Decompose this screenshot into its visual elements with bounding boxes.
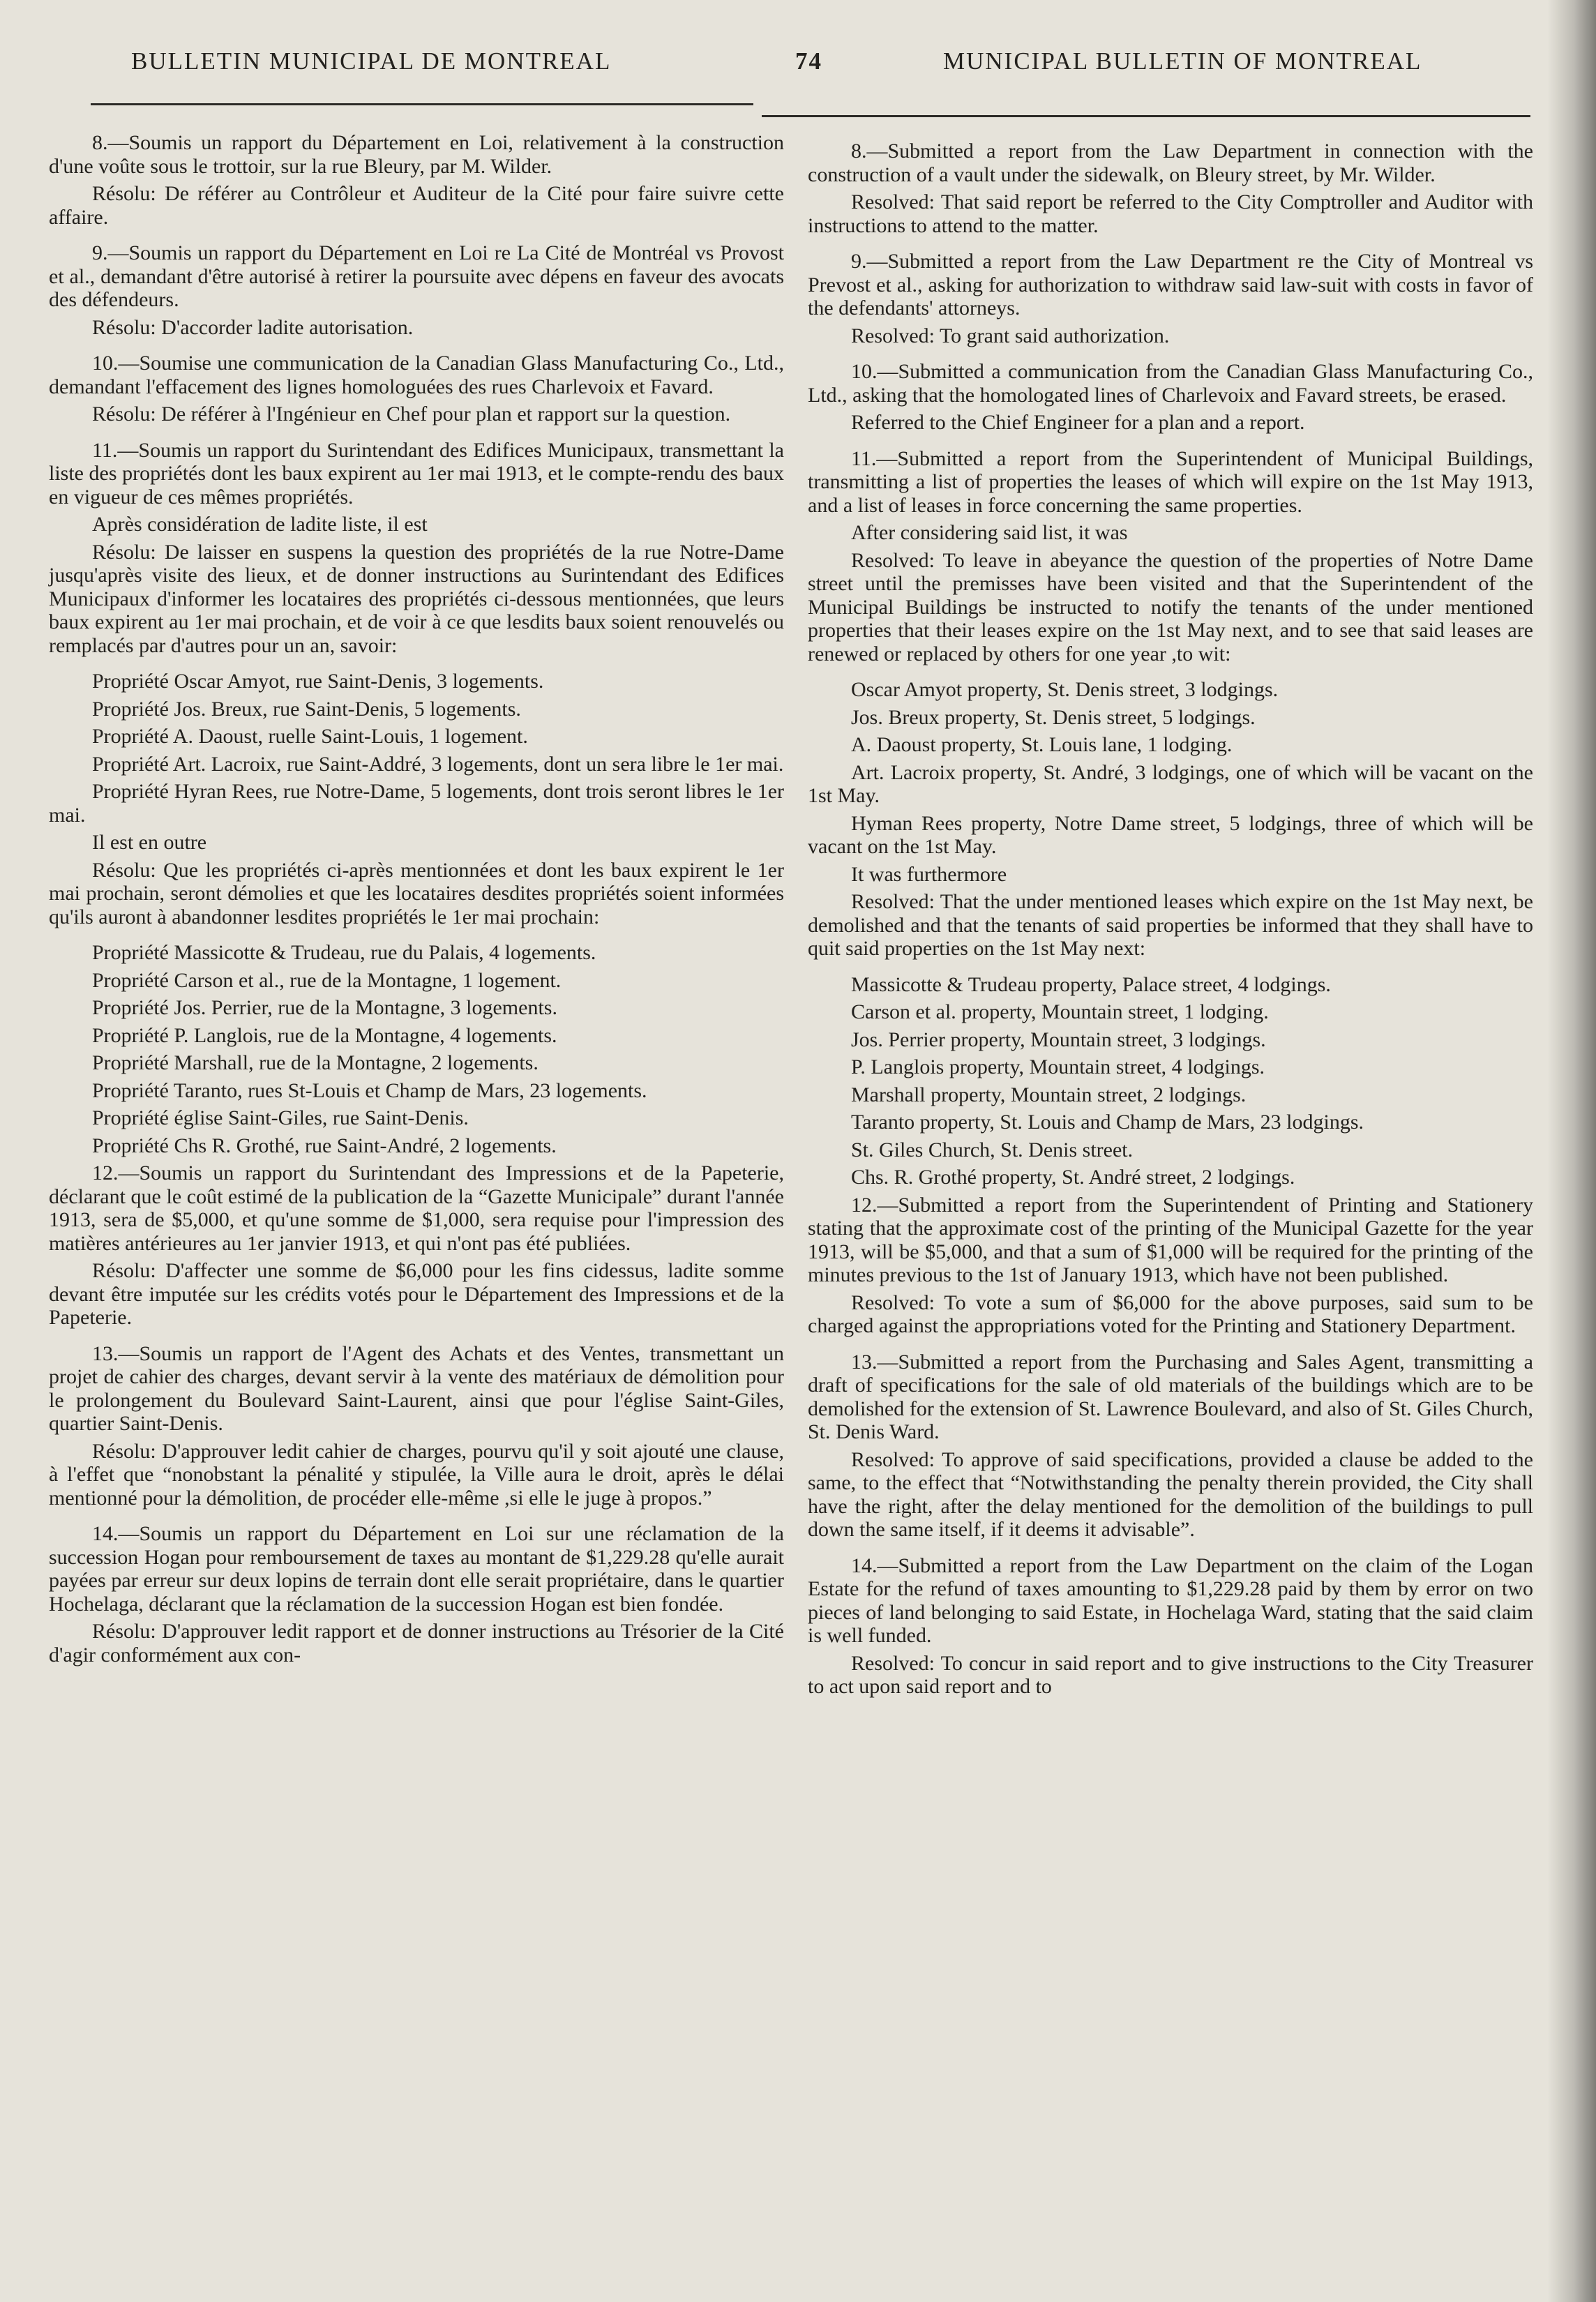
paragraph: Résolu: D'approuver ledit cahier de charges, pourvu qu'il y soit ajouté une clause, à l'effet que “nonobstant la pénalité y stipulée, la Ville aura le droit, après le délai mentionné pour la démolition, de procéder elle-même ,si elle le juge à propos.” (49, 1439, 784, 1510)
paragraph: 12.—Submitted a report from the Superintendent of Printing and Stationery stating that the approximate cost of the printing of the Municipal Gazette for the year 1913, will be $5,000, and that a sum of $1,000 will be required for the printing of the minutes previous to the 1st of January 1913, which have not been published. (808, 1193, 1533, 1286)
paragraph: Resolved: To concur in said report and to give instructions to the City Treasurer to act upon said report and to (808, 1651, 1533, 1698)
paragraph: 14.—Soumis un rapport du Département en Loi sur une réclamation de la succession Hogan pour remboursement de taxes au montant de $1,229.28 qu'elle aurait payées par erreur sur deux lopins de terrain dont elle serait propriétaire, dans le quartier Hochelaga, déclarant que la réclamation de la succession Hogan est bien fondée. (49, 1522, 784, 1616)
paragraph: 13.—Soumis un rapport de l'Agent des Achats et des Ventes, transmettant un projet de cahier des charges, devant servir à la vente des matériaux de démolition pour le prolongement du Boulevard Saint-Laurent, ainsi que pour l'église Saint-Giles, quartier Saint-Denis. (49, 1341, 784, 1435)
list-item: Propriété Marshall, rue de la Montagne, 2 logements. (92, 1051, 539, 1074)
paragraph: Resolved: To leave in abeyance the question of the properties of Notre Dame street until the premisses have been visited and that the Superintendent of the Municipal Buildings be instructed to notify the tenants of the under mentioned properties that their leases expire on the 1st May next, and to see that said leases are renewed or replaced by others for one year ,to wit: (808, 548, 1533, 665)
list-item: Propriété Art. Lacroix, rue Saint-Addré, 3 logements, dont un sera libre le 1er mai. (92, 752, 784, 776)
list-item: St. Giles Church, St. Denis street. (851, 1138, 1134, 1161)
header-rule-left (91, 103, 753, 105)
list-item: Propriété Jos. Perrier, rue de la Montagne, 3 logements. (92, 996, 557, 1019)
paragraph: 10.—Submitted a communication from the Canadian Glass Manufacturing Co., Ltd., asking that the homologated lines of Charlevoix and Favard streets, be erased. (808, 360, 1533, 407)
list-item: Propriété église Saint-Giles, rue Saint-Denis. (92, 1106, 469, 1129)
french-column (49, 131, 784, 1671)
list-item: Oscar Amyot property, St. Denis street, 3 lodgings. (851, 678, 1279, 701)
paragraph: 9.—Submitted a report from the Law Department re the City of Montreal vs Prevost et al., asking for authorization to withdraw said law-suit with costs in favor of the defendants' attorneys. (808, 250, 1533, 319)
paragraph: 12.—Soumis un rapport du Surintendant des Impressions et de la Papeterie, déclarant que le coût estimé de la publication de la “Gazette Municipale” durant l'année 1913, sera de $5,000, et qu'une somme de $1,000, sera requise pour l'impression des matières antérieures au 1er janvier 1913, et qui n'ont pas été publiées. (49, 1161, 784, 1255)
page-edge-shadow (1547, 0, 1596, 2302)
header-english-title: MUNICIPAL BULLETIN OF MONTREAL (943, 47, 1422, 75)
list-item: Propriété Massicotte & Trudeau, rue du Palais, 4 logements. (92, 941, 596, 964)
paragraph: Après considération de ladite liste, il est (92, 513, 428, 536)
paragraph: Resolved: To vote a sum of $6,000 for the above purposes, said sum to be charged against the appropriations voted for the Printing and Stationery Department. (808, 1291, 1533, 1337)
header-rule-right (762, 115, 1530, 117)
paragraph: 11.—Submitted a report from the Superintendent of Municipal Buildings, transmitting a list of properties the leases of which will expire on the 1st May 1913, and a list of leases in force concerning the same properties. (808, 446, 1533, 517)
paragraph: Resolved: That said report be referred to the City Comptroller and Auditor with instructions to attend to the matter. (808, 190, 1533, 237)
list-item: Propriété Chs R. Grothé, rue Saint-André, 2 logements. (92, 1134, 557, 1157)
list-item: Propriété Hyran Rees, rue Notre-Dame, 5 logements, dont trois seront libres le 1er mai. (49, 780, 784, 827)
list-item: Propriété Taranto, rues St-Louis et Champ de Mars, 23 logements. (92, 1078, 647, 1102)
paragraph: Résolu: De laisser en suspens la question des propriétés de la rue Notre-Dame jusqu'après visite des lieux, et de donner instructions au Surintendant des Edifices Municipaux d'informer les locataires des propriétés ci-dessous mentionnées, que leurs baux expirent au 1er mai prochain, et de voir à ce que lesdits baux soient renouvelés ou remplacés par d'autres pour un an, savoir: (49, 540, 784, 657)
english-column (808, 140, 1533, 1703)
paragraph: Résolu: D'approuver ledit rapport et de donner instructions au Trésorier de la Cité d'agir conformément aux con- (49, 1620, 784, 1667)
paragraph: 13.—Submitted a report from the Purchasing and Sales Agent, transmitting a draft of specifications for the sale of old materials of the buildings which are to be demolished for the extension of St. Lawrence Boulevard, and also of St. Giles Church, St. Denis Ward. (808, 1350, 1533, 1443)
page-number: 74 (795, 47, 822, 75)
list-item: Propriété P. Langlois, rue de la Montagne, 4 logements. (92, 1023, 557, 1047)
paragraph: 9.—Soumis un rapport du Département en Loi re La Cité de Montréal vs Provost et al., demandant d'être autorisé à retirer la poursuite avec dépens en faveur des avocats des défendeurs. (49, 241, 784, 311)
list-item: Marshall property, Mountain street, 2 lodgings. (851, 1083, 1247, 1106)
paragraph: Resolved: That the under mentioned leases which expire on the 1st May next, be demolished and that the tenants of said properties be informed that they shall have to quit said properties on the 1st May next: (808, 890, 1533, 960)
list-item: Massicotte & Trudeau property, Palace street, 4 lodgings. (851, 972, 1331, 996)
list-item: Art. Lacroix property, St. André, 3 lodgings, one of which will be vacant on the 1st May. (808, 760, 1533, 807)
paragraph: Résolu: De référer à l'Ingénieur en Chef pour plan et rapport sur la question. (92, 403, 731, 426)
list-item: Propriété Jos. Breux, rue Saint-Denis, 5 logements. (92, 697, 521, 721)
paragraph: Referred to the Chief Engineer for a plan and a report. (851, 411, 1305, 434)
list-item: Jos. Perrier property, Mountain street, 3 lodgings. (851, 1028, 1266, 1051)
list-item: Jos. Breux property, St. Denis street, 5 lodgings. (851, 705, 1256, 729)
list-item: Propriété Carson et al., rue de la Montagne, 1 logement. (92, 968, 562, 992)
paragraph: 8.—Soumis un rapport du Département en Loi, relativement à la construction d'une voûte sous le trottoir, sur la rue Bleury, par M. Wilder. (49, 131, 784, 178)
list-item: Carson et al. property, Mountain street, 1 lodging. (851, 1000, 1269, 1023)
paragraph: Il est en outre (92, 831, 207, 854)
list-item: Chs. R. Grothé property, St. André street, 2 lodgings. (851, 1166, 1295, 1189)
page-header (0, 47, 1596, 89)
list-item: Propriété A. Daoust, ruelle Saint-Louis, 1 logement. (92, 725, 528, 748)
paragraph: It was furthermore (851, 862, 1007, 886)
paragraph: Résolu: De référer au Contrôleur et Auditeur de la Cité pour faire suivre cette affaire. (49, 182, 784, 229)
paragraph: 11.—Soumis un rapport du Surintendant des Edifices Municipaux, transmettant la liste des propriétés dont les baux expirent au 1er mai 1913, et le compte-rendu des baux en vigueur de ces mêmes propriétés. (49, 438, 784, 509)
list-item: Taranto property, St. Louis and Champ de Mars, 23 lodgings. (851, 1111, 1364, 1134)
paragraph: Resolved: To grant said authorization. (851, 324, 1170, 347)
paragraph: 14.—Submitted a report from the Law Department on the claim of the Logan Estate for the refund of taxes amounting to $1,229.28 paid by them by error on two pieces of land belonging to said Estate, in Hochelaga Ward, stating that the said claim is well funded. (808, 1554, 1533, 1647)
paragraph: 8.—Submitted a report from the Law Department in connection with the construction of a vault under the sidewalk, on Bleury street, by Mr. Wilder. (808, 140, 1533, 186)
list-item: P. Langlois property, Mountain street, 4 lodgings. (851, 1055, 1265, 1078)
paragraph: Resolved: To approve of said specifications, provided a clause be added to the same, to the effect that “Notwithstanding the penalty therein provided, the City shall have the right, after the delay mentioned for the demolition of the buildings to pull down the same itself, if it deems it advisable”. (808, 1447, 1533, 1541)
header-french-title: BULLETIN MUNICIPAL DE MONTREAL (131, 47, 612, 75)
paragraph: Résolu: D'accorder ladite autorisation. (92, 315, 414, 339)
paragraph: Résolu: D'affecter une somme de $6,000 pour les fins cidessus, ladite somme devant être imputée sur les crédits votés pour le Département des Impressions et de la Papeterie. (49, 1259, 784, 1329)
paragraph: 10.—Soumise une communication de la Canadian Glass Manufacturing Co., Ltd., demandant l'effacement des lignes homologuées des rues Charlevoix et Favard. (49, 352, 784, 398)
list-item: A. Daoust property, St. Louis lane, 1 lodging. (851, 733, 1233, 756)
list-item: Propriété Oscar Amyot, rue Saint-Denis, 3 logements. (92, 670, 544, 693)
list-item: Hyman Rees property, Notre Dame street, 5 lodgings, three of which will be vacant on the 1st May. (808, 811, 1533, 858)
paragraph: Résolu: Que les propriétés ci-après mentionnées et dont les baux expirent le 1er mai prochain, seront démolies et que les locataires desdites propriétés soient informées qu'ils auront à abandonner lesdites propriétés le 1er mai prochain: (49, 858, 784, 928)
paragraph: After considering said list, it was (851, 521, 1128, 544)
